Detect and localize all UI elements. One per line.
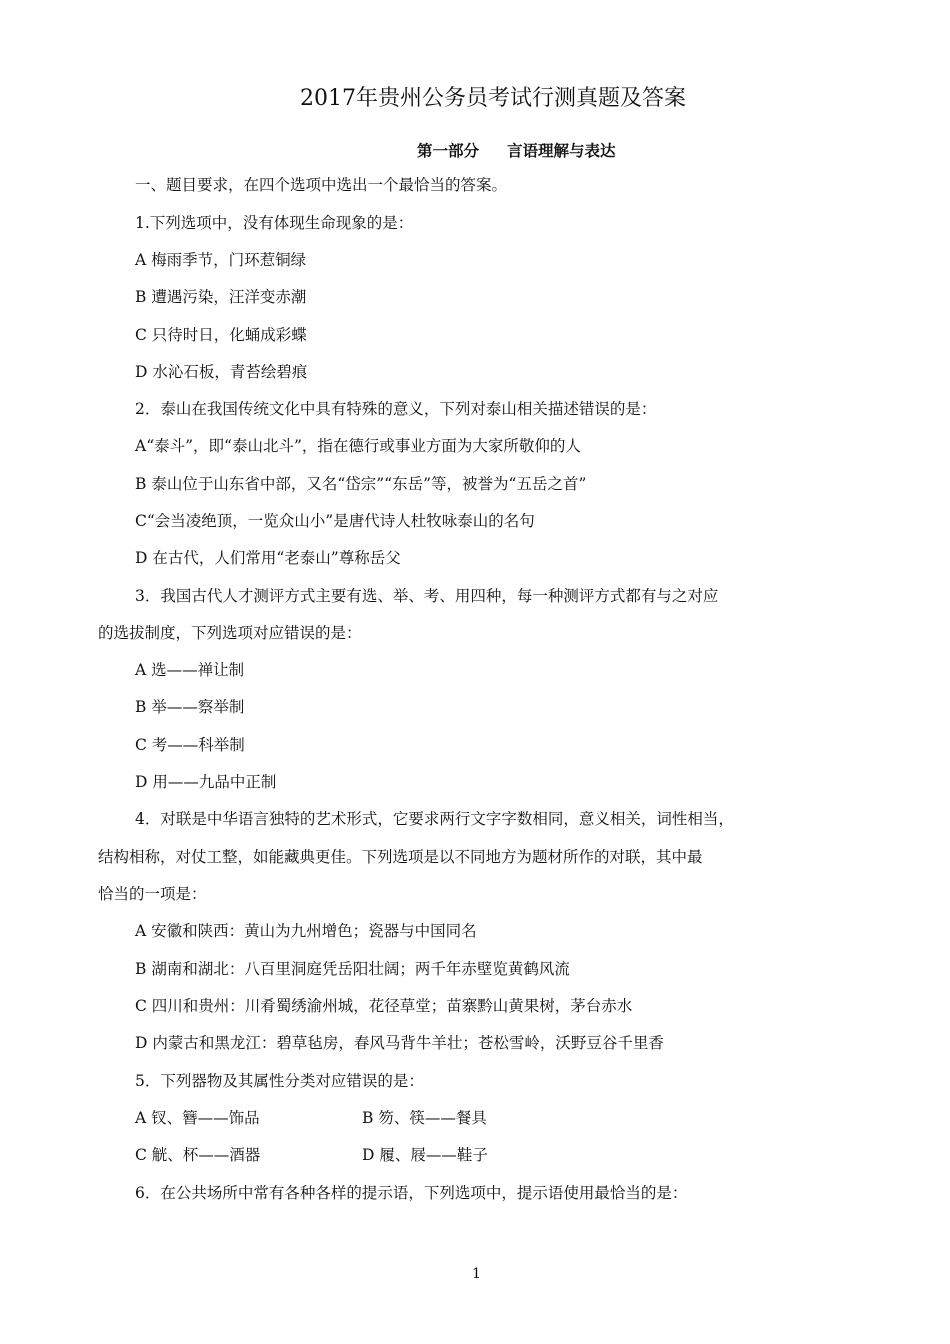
- q5-option-d: D 履、屐——鞋子: [362, 1146, 488, 1164]
- q5-stem: 5．下列器物及其属性分类对应错误的是：: [135, 1072, 424, 1090]
- q5-option-a: A 钗、簪——饰品: [135, 1109, 260, 1127]
- q2-option-a: A“泰斗”，即“泰山北斗”，指在德行或事业方面为大家所敬仰的人: [135, 437, 581, 455]
- q2-option-d: D 在古代，人们常用“老泰山”尊称岳父: [135, 549, 401, 567]
- q3-option-a: A 选——禅让制: [135, 661, 245, 679]
- q4-stem-line3: 恰当的一项是：: [98, 885, 207, 903]
- q4-option-d: D 内蒙古和黑龙江：碧草毡房，春风马背牛羊壮；苍松雪岭，沃野豆谷千里香: [135, 1034, 664, 1052]
- section-heading: [417, 139, 616, 161]
- q3-stem-line2: 的选拔制度，下列选项对应错误的是：: [98, 624, 362, 642]
- q1-option-a: A 梅雨季节，门环惹铜绿: [135, 251, 307, 269]
- q1-option-d: D 水沁石板，青苔绘碧痕: [135, 363, 308, 381]
- q2-option-b: B 泰山位于山东省中部，又名“岱宗”“东岳”等，被誉为“五岳之首”: [135, 475, 587, 493]
- document-title: 2017年贵州公务员考试行测真题及答案: [300, 86, 686, 111]
- q4-stem-line1: 4．对联是中华语言独特的艺术形式，它要求两行文字字数相同，意义相关，词性相当，: [135, 810, 734, 828]
- q1-option-b: B 遭遇污染，汪洋变赤潮: [135, 288, 307, 306]
- q4-option-a: A 安徽和陕西：黄山为九州增色；瓷器与中国同名: [135, 922, 477, 940]
- q2-stem: 2．泰山在我国传统文化中具有特殊的意义，下列对泰山相关描述错误的是：: [135, 400, 657, 418]
- q5-option-b: B 笏、筷——餐具: [362, 1109, 487, 1127]
- section-part: 第一部分: [417, 141, 480, 160]
- q1-stem: 1.下列选项中，没有体现生命现象的是：: [135, 214, 414, 232]
- q1-option-c: C 只待时日，化蛹成彩蝶: [135, 326, 307, 344]
- q5-option-c: C 觥、杯——酒器: [135, 1146, 261, 1164]
- q3-option-d: D 用——九品中正制: [135, 773, 277, 791]
- q3-stem-line1: 3．我国古代人才测评方式主要有选、举、考、用四种，每一种测评方式都有与之对应: [135, 587, 719, 605]
- q2-option-c: C“会当凌绝顶，一览众山小”是唐代诗人杜牧咏泰山的名句: [135, 512, 535, 530]
- q4-option-b: B 湖南和湖北：八百里洞庭凭岳阳壮阔；两千年赤壁览黄鹤风流: [135, 960, 570, 978]
- section-name: 言语理解与表达: [507, 141, 616, 160]
- q4-option-c: C 四川和贵州：川肴蜀绣渝州城，花径草堂；苗寨黔山黄果树，茅台赤水: [135, 997, 633, 1015]
- q3-option-b: B 举——察举制: [135, 698, 245, 716]
- instruction: 一、题目要求，在四个选项中选出一个最恰当的答案。: [135, 176, 508, 194]
- page-number: 1: [472, 1266, 481, 1282]
- q4-stem-line2: 结构相称，对仗工整，如能藏典更佳。下列选项是以不同地方为题材所作的对联，其中最: [98, 848, 703, 866]
- q3-option-c: C 考——科举制: [135, 736, 245, 754]
- q6-stem: 6．在公共场所中常有各种各样的提示语，下列选项中，提示语使用最恰当的是：: [135, 1184, 688, 1202]
